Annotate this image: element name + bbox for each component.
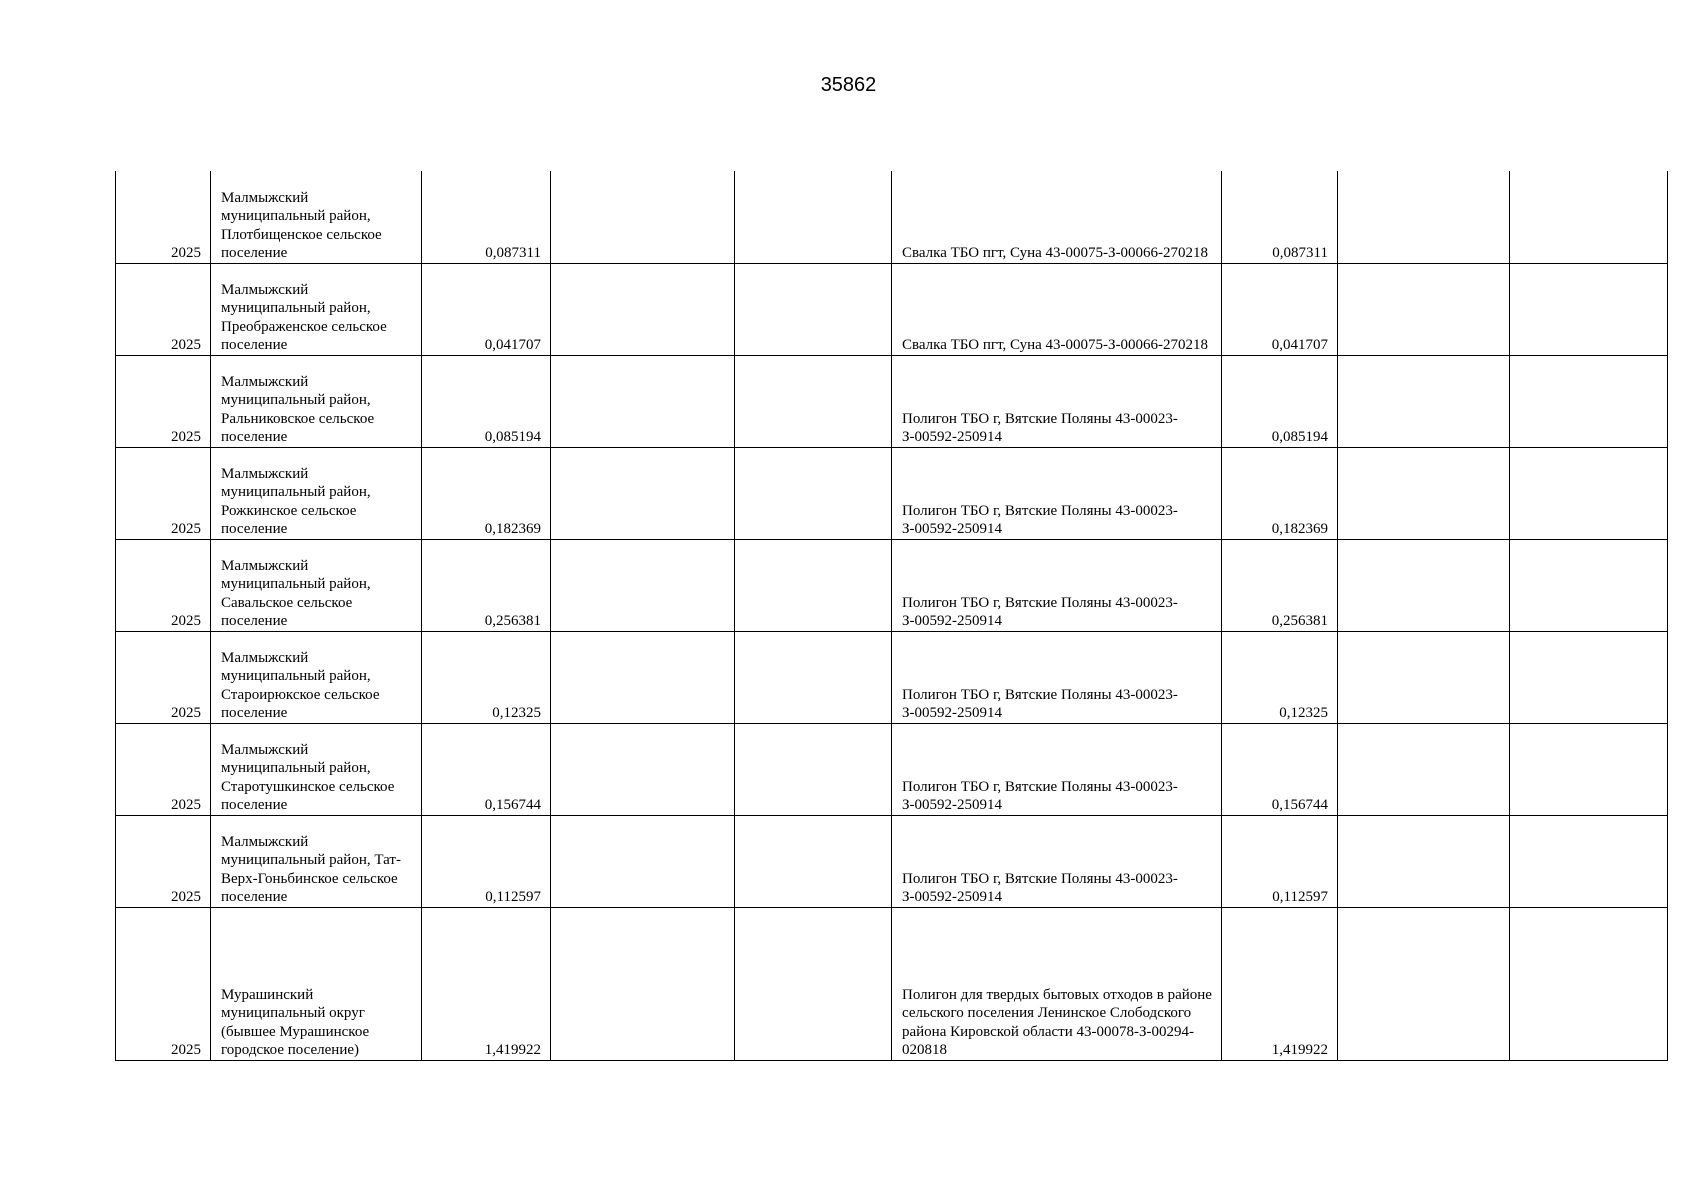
empty-cell xyxy=(1510,723,1668,815)
page-number: 35862 xyxy=(820,74,877,96)
empty-cell xyxy=(1338,355,1510,447)
empty-cell xyxy=(1338,539,1510,631)
empty-cell xyxy=(551,631,735,723)
value-cell: 0,256381 xyxy=(422,539,551,631)
empty-cell xyxy=(1338,447,1510,539)
empty-cell xyxy=(1510,815,1668,907)
municipality-cell: Малмыжский муниципальный район, Тат-Верх-Гоньбинское сельское поселение xyxy=(211,815,422,907)
empty-cell xyxy=(1338,171,1510,263)
value-cell: 0,256381 xyxy=(1222,539,1338,631)
table-row xyxy=(116,907,1668,1060)
empty-cell xyxy=(1510,447,1668,539)
empty-cell xyxy=(735,447,892,539)
municipality-cell: Малмыжский муниципальный район, Старотушкинское сельское поселение xyxy=(211,723,422,815)
value-cell: 0,085194 xyxy=(1222,355,1338,447)
value-cell: 1,419922 xyxy=(1222,907,1338,1060)
empty-cell xyxy=(735,907,892,1060)
value-cell: 0,087311 xyxy=(1222,171,1338,263)
year-cell: 2025 xyxy=(116,723,211,815)
facility-cell: Полигон ТБО г, Вятские Поляны 43-00023-З-00592-250914 xyxy=(892,539,1222,631)
table-row xyxy=(116,539,1668,631)
value-cell: 0,087311 xyxy=(422,171,551,263)
empty-cell xyxy=(1510,263,1668,355)
year-cell: 2025 xyxy=(116,815,211,907)
value-cell: 0,156744 xyxy=(1222,723,1338,815)
facility-cell: Полигон ТБО г, Вятские Поляны 43-00023-З-00592-250914 xyxy=(892,447,1222,539)
municipality-cell: Малмыжский муниципальный район, Рожкинское сельское поселение xyxy=(211,447,422,539)
empty-cell xyxy=(1510,631,1668,723)
municipality-cell: Малмыжский муниципальный район, Ральниковское сельское поселение xyxy=(211,355,422,447)
empty-cell xyxy=(1510,355,1668,447)
empty-cell xyxy=(735,723,892,815)
empty-cell xyxy=(1510,539,1668,631)
value-cell: 0,112597 xyxy=(1222,815,1338,907)
municipality-cell: Малмыжский муниципальный район, Староирюкское сельское поселение xyxy=(211,631,422,723)
facility-cell: Полигон ТБО г, Вятские Поляны 43-00023-З-00592-250914 xyxy=(892,815,1222,907)
empty-cell xyxy=(551,355,735,447)
empty-cell xyxy=(1338,907,1510,1060)
municipality-cell: Малмыжский муниципальный район, Преображенское сельское поселение xyxy=(211,263,422,355)
value-cell: 0,12325 xyxy=(422,631,551,723)
empty-cell xyxy=(735,815,892,907)
year-cell: 2025 xyxy=(116,263,211,355)
facility-cell: Полигон для твердых бытовых отходов в районе сельского поселения Ленинское Слободского района Кировской области 43-00078-З-00294-020818 xyxy=(892,907,1222,1060)
empty-cell xyxy=(735,263,892,355)
empty-cell xyxy=(735,171,892,263)
empty-cell xyxy=(735,355,892,447)
value-cell: 0,085194 xyxy=(422,355,551,447)
facility-cell: Свалка ТБО пгт, Суна 43-00075-З-00066-270218 xyxy=(892,171,1222,263)
year-cell: 2025 xyxy=(116,447,211,539)
empty-cell xyxy=(551,539,735,631)
empty-cell xyxy=(1338,631,1510,723)
municipality-cell: Мурашинский муниципальный округ (бывшее Мурашинское городское поселение) xyxy=(211,907,422,1060)
municipality-cell: Малмыжский муниципальный район, Савальское сельское поселение xyxy=(211,539,422,631)
value-cell: 0,041707 xyxy=(422,263,551,355)
facility-cell: Полигон ТБО г, Вятские Поляны 43-00023-З-00592-250914 xyxy=(892,723,1222,815)
table-row xyxy=(116,263,1668,355)
value-cell: 0,041707 xyxy=(1222,263,1338,355)
year-cell: 2025 xyxy=(116,355,211,447)
empty-cell xyxy=(735,631,892,723)
facility-cell: Свалка ТБО пгт, Суна 43-00075-З-00066-270218 xyxy=(892,263,1222,355)
table-row xyxy=(116,355,1668,447)
empty-cell xyxy=(735,539,892,631)
year-cell: 2025 xyxy=(116,171,211,263)
facility-cell: Полигон ТБО г, Вятские Поляны 43-00023-З-00592-250914 xyxy=(892,355,1222,447)
empty-cell xyxy=(1338,815,1510,907)
year-cell: 2025 xyxy=(116,907,211,1060)
empty-cell xyxy=(551,723,735,815)
table-row xyxy=(116,815,1668,907)
value-cell: 1,419922 xyxy=(422,907,551,1060)
value-cell: 0,112597 xyxy=(422,815,551,907)
value-cell: 0,12325 xyxy=(1222,631,1338,723)
empty-cell xyxy=(1338,723,1510,815)
empty-cell xyxy=(551,447,735,539)
value-cell: 0,182369 xyxy=(1222,447,1338,539)
empty-cell xyxy=(551,171,735,263)
empty-cell xyxy=(551,815,735,907)
facility-cell: Полигон ТБО г, Вятские Поляны 43-00023-З-00592-250914 xyxy=(892,631,1222,723)
empty-cell xyxy=(551,263,735,355)
year-cell: 2025 xyxy=(116,631,211,723)
value-cell: 0,156744 xyxy=(422,723,551,815)
data-table xyxy=(115,171,1668,1061)
empty-cell xyxy=(551,907,735,1060)
empty-cell xyxy=(1510,907,1668,1060)
table-row xyxy=(116,447,1668,539)
table-row xyxy=(116,723,1668,815)
empty-cell xyxy=(1338,263,1510,355)
municipality-cell: Малмыжский муниципальный район, Плотбищенское сельское поселение xyxy=(211,171,422,263)
year-cell: 2025 xyxy=(116,539,211,631)
value-cell: 0,182369 xyxy=(422,447,551,539)
table-row xyxy=(116,631,1668,723)
empty-cell xyxy=(1510,171,1668,263)
table-row xyxy=(116,171,1668,263)
